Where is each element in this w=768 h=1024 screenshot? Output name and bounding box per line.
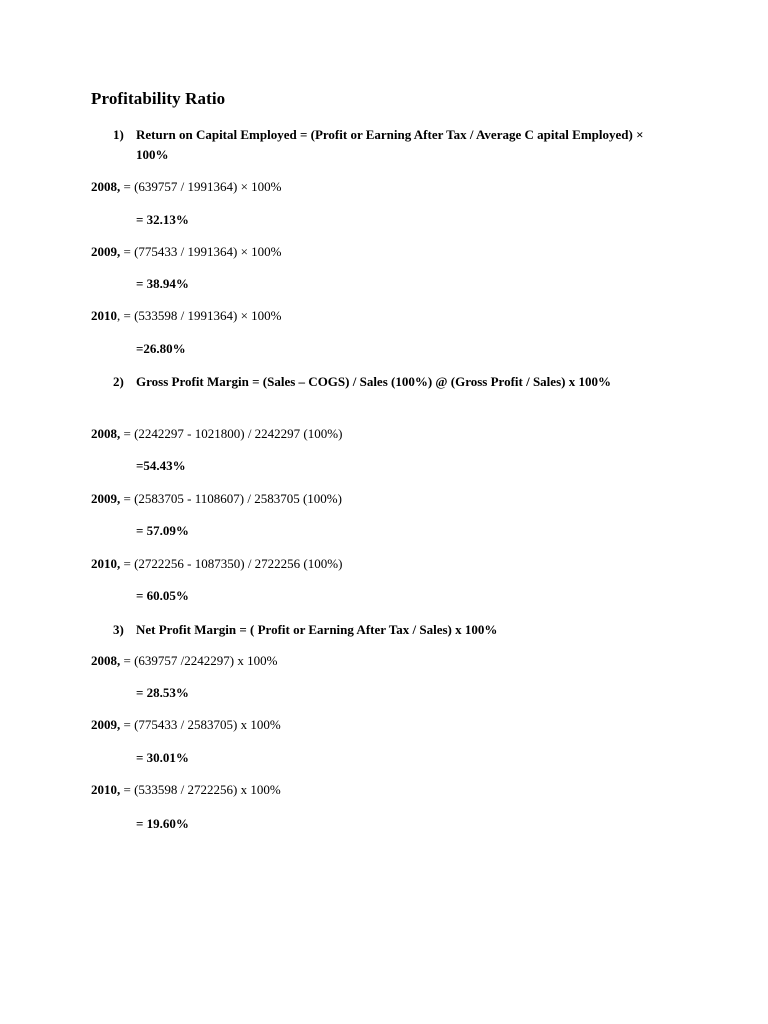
calculation-line [91,491,342,507]
result-value: = 30.01% [136,750,189,765]
formula-text: = (2583705 - 1108607) / 2583705 (100%) [120,491,342,506]
formula-text: , = (533598 / 1991364) × 100% [117,308,282,323]
calculation-line [91,782,281,798]
section-heading-roce [113,125,653,165]
result-value: =54.43% [136,458,186,473]
formula-text: = (775433 / 2583705) x 100% [120,717,281,732]
result-value: = 19.60% [136,816,189,831]
year-label: 2008, [91,653,121,668]
formula-text: = (2242297 - 1021800) / 2242297 (100%) [120,426,343,441]
calculation-line [91,653,277,669]
year-label: 2009, [91,717,121,732]
section-heading-text: Return on Capital Employed = (Profit or Earning After Tax / Average C apital Employed) × 100% [136,127,644,162]
section-number: 2) [113,374,124,389]
year-label: 2008, [91,179,121,194]
result-value: = 28.53% [136,685,189,700]
year-label: 2010 [91,308,117,323]
calculation-line [91,179,282,195]
calculation-line [91,308,282,324]
year-label: 2008, [91,426,121,441]
result-value: = 60.05% [136,588,189,603]
calculation-line [91,244,282,260]
formula-text: = (2722256 - 1087350) / 2722256 (100%) [120,556,343,571]
section-heading-gross-profit-margin [113,372,653,392]
calculation-line [91,556,342,572]
page-title: Profitability Ratio [91,89,226,108]
section-heading-text: Net Profit Margin = ( Profit or Earning After Tax / Sales) x 100% [136,622,498,637]
result-value: = 57.09% [136,523,189,538]
year-label: 2010, [91,782,121,797]
result-value: = 32.13% [136,212,189,227]
result-value: =26.80% [136,341,186,356]
formula-text: = (639757 / 1991364) × 100% [120,179,282,194]
formula-text: = (639757 /2242297) x 100% [120,653,278,668]
section-heading-net-profit-margin [113,620,653,640]
section-heading-text: Gross Profit Margin = (Sales – COGS) / Sales (100%) @ (Gross Profit / Sales) x 100% [136,374,611,389]
section-number: 1) [113,127,124,142]
year-label: 2009, [91,491,121,506]
calculation-line [91,717,281,733]
calculation-line [91,426,342,442]
result-value: = 38.94% [136,276,189,291]
section-number: 3) [113,622,124,637]
formula-text: = (533598 / 2722256) x 100% [120,782,281,797]
formula-text: = (775433 / 1991364) × 100% [120,244,282,259]
year-label: 2009, [91,244,121,259]
year-label: 2010, [91,556,121,571]
